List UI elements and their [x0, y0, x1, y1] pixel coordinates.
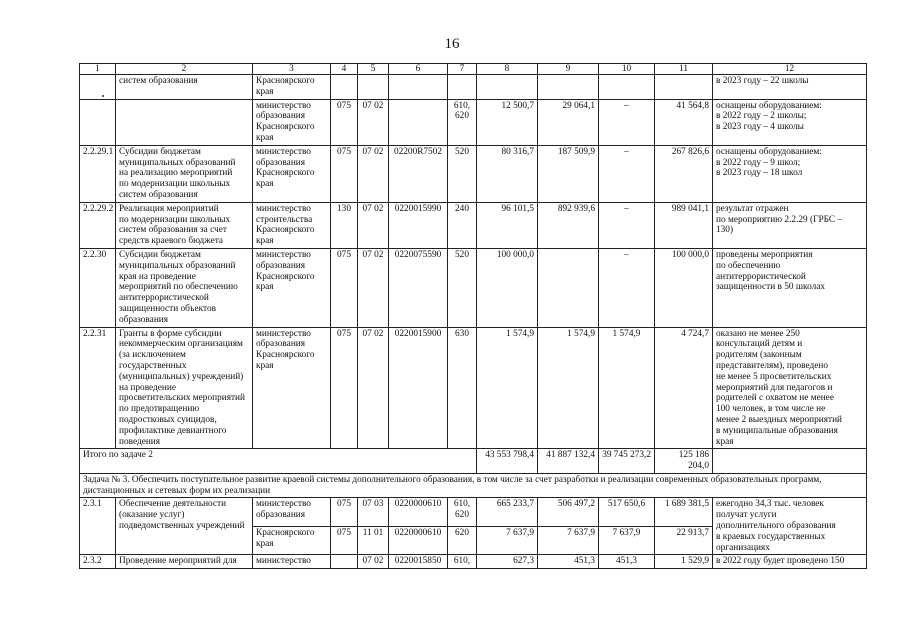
table-cell: 610, 620 — [448, 498, 477, 526]
table-cell: Красноярского края — [253, 75, 331, 100]
table-cell: 451,3 — [538, 555, 599, 569]
table-cell: 075 — [331, 526, 358, 555]
table-cell: министерство образования Красноярского края — [253, 99, 331, 145]
table-cell: 989 041,1 — [655, 202, 713, 248]
table-cell: 2.3.2 — [80, 555, 116, 569]
table-cell: 517 650,6 — [599, 498, 655, 526]
table-cell: в 2022 году будет проведено 150 — [713, 555, 867, 569]
header-cell: 6 — [389, 64, 448, 75]
row-name: Обеспечение деятельности (оказание услуг) подведомственных учреждений — [116, 498, 253, 555]
header-cell: 7 — [448, 64, 477, 75]
table-cell: Субсидии бюджетам муниципальных образований края на проведение мероприятий по обеспечению антитеррористической защищенности объектов образования — [116, 248, 253, 327]
table-cell: 2.2.30 — [80, 248, 116, 327]
table-cell: – — [599, 145, 655, 202]
table-cell: 665 233,7 — [477, 498, 538, 526]
row-result: ежегодно 34,3 тыс. человек получат услуги дополнительного образования в краевых государственных организациях — [713, 498, 867, 555]
table-cell: 07 02 — [358, 248, 389, 327]
table-cell: – — [599, 202, 655, 248]
table-cell: 7 637,9 — [477, 526, 538, 555]
header-cell: 1 — [80, 64, 116, 75]
table-cell — [477, 75, 538, 100]
table-cell: систем образования — [116, 75, 253, 100]
table-cell: 0220075590 — [389, 248, 448, 327]
total-col11: 125 186 204,0 — [655, 449, 713, 474]
table-cell: 1 574,9 — [599, 327, 655, 449]
header-row — [80, 64, 867, 75]
table-cell: 07 02 — [358, 555, 389, 569]
table-cell: 41 564,8 — [655, 99, 713, 145]
table-cell: – — [599, 248, 655, 327]
table-cell: 1 689 381,5 — [655, 498, 713, 526]
table-cell: Красноярского края — [253, 526, 331, 555]
total-col8: 43 553 798,4 — [477, 449, 538, 474]
table-cell: 07 02 — [358, 145, 389, 202]
table-cell: 267 826,6 — [655, 145, 713, 202]
table-cell: 22 913,7 — [655, 526, 713, 555]
table-cell: проведены мероприятия по обеспечению антитеррористической защищенности в 50 школах — [713, 248, 867, 327]
table-cell: Гранты в форме субсидии некоммерческим организациям (за исключением государственных (муниципальных) учреждений) на проведение просветительских мероприятий по предотвращению подростковых суицидов, профилактике девиантного поведения — [116, 327, 253, 449]
table-cell: Реализация мероприятий по модернизации школьных систем образования за счет средств краевого бюджета — [116, 202, 253, 248]
task-row — [80, 473, 867, 498]
table-cell: 80 316,7 — [477, 145, 538, 202]
table-cell: оснащены оборудованием: в 2022 году – 2 школы; в 2023 году – 4 школы — [713, 99, 867, 145]
table-cell — [713, 449, 867, 474]
table-cell: 4 724,7 — [655, 327, 713, 449]
table-cell: 075 — [331, 99, 358, 145]
table-cell: 07 03 — [358, 498, 389, 526]
table-cell — [655, 75, 713, 100]
program-table — [79, 63, 867, 569]
header-cell: 5 — [358, 64, 389, 75]
table-row — [80, 327, 867, 449]
table-cell: 0220015990 — [389, 202, 448, 248]
total-col9: 41 887 132,4 — [538, 449, 599, 474]
table-cell — [389, 99, 448, 145]
table-cell: 075 — [331, 145, 358, 202]
table-cell — [599, 75, 655, 100]
total-row — [80, 449, 867, 474]
table-cell: 1 574,9 — [538, 327, 599, 449]
table-row — [80, 498, 867, 526]
table-cell: 240 — [448, 202, 477, 248]
table-cell: 0220015850 — [389, 555, 448, 569]
table-cell: 1 574,9 — [477, 327, 538, 449]
table-cell: 630 — [448, 327, 477, 449]
table-cell — [116, 99, 253, 145]
table-cell — [358, 75, 389, 100]
table-cell: 12 500,7 — [477, 99, 538, 145]
table-cell — [538, 248, 599, 327]
row-number: 2.3.1 — [80, 498, 116, 555]
table-cell: Субсидии бюджетам муниципальных образований на реализацию мероприятий по модернизации школьных систем образования — [116, 145, 253, 202]
table-cell: 7 637,9 — [599, 526, 655, 555]
table-cell: 07 02 — [358, 202, 389, 248]
header-cell: 8 — [477, 64, 538, 75]
table-cell: 187 509,9 — [538, 145, 599, 202]
table-cell: 7 637,9 — [538, 526, 599, 555]
table-cell: 07 02 — [358, 99, 389, 145]
table-cell: 130 — [331, 202, 358, 248]
table-cell: министерство — [253, 555, 331, 569]
header-cell: 10 — [599, 64, 655, 75]
table-cell: 620 — [448, 526, 477, 555]
table-row — [80, 145, 867, 202]
table-cell — [331, 555, 358, 569]
table-row — [80, 75, 867, 100]
table-cell: 610, — [448, 555, 477, 569]
header-cell: 2 — [116, 64, 253, 75]
table-row — [80, 248, 867, 327]
header-cell: 9 — [538, 64, 599, 75]
table-cell — [80, 99, 116, 145]
page-number: 16 — [444, 36, 460, 52]
table-cell: министерство образования — [253, 498, 331, 526]
table-cell: 96 101,5 — [477, 202, 538, 248]
table-cell — [331, 75, 358, 100]
table-cell: министерство образования Красноярского края — [253, 327, 331, 449]
table-cell: 0220000610 — [389, 526, 448, 555]
table-cell: 610, 620 — [448, 99, 477, 145]
header-cell: 11 — [655, 64, 713, 75]
table-cell — [448, 75, 477, 100]
table-cell: 11 01 — [358, 526, 389, 555]
header-cell: 3 — [253, 64, 331, 75]
header-cell: 12 — [713, 64, 867, 75]
table-cell: министерство образования Красноярского края — [253, 248, 331, 327]
table-cell: министерство образования Красноярского края — [253, 145, 331, 202]
table-cell: 892 939,6 — [538, 202, 599, 248]
table-cell: 0220015900 — [389, 327, 448, 449]
table-cell: 100 000,0 — [477, 248, 538, 327]
table-cell: 627,3 — [477, 555, 538, 569]
table-cell — [389, 75, 448, 100]
table-cell: 2.2.31 — [80, 327, 116, 449]
table-cell: 2.2.29.1 — [80, 145, 116, 202]
table-cell: 0220000610 — [389, 498, 448, 526]
total-col10: 39 745 273,2 — [599, 449, 655, 474]
table-cell: результат отражен по мероприятию 2.2.29 (ГРБС – 130) — [713, 202, 867, 248]
table-cell — [80, 75, 116, 100]
task3-text: Задача № 3. Обеспечить поступательное развитие краевой системы дополнительного образования, в том числе за счет разработки и реализации современных образовательных программ, дистанционных и сетевых форм их реализации — [80, 473, 867, 498]
table-cell: 07 02 — [358, 327, 389, 449]
table-cell: оснащены оборудованием: в 2022 году – 9 школ; в 2023 году – 18 школ — [713, 145, 867, 202]
table-cell: 075 — [331, 498, 358, 526]
table-cell: – — [599, 99, 655, 145]
total-label: Итого по задаче 2 — [80, 449, 477, 474]
table-cell: оказано не менее 250 консультаций детям и родителям (законным представителям), проведено не менее 5 просветительских мероприятий для педагогов и родителей с охватом не менее 100 человек, в том числе не менее 2 выездных мероприятий в муниципальные образования края — [713, 327, 867, 449]
table-cell: 29 064,1 — [538, 99, 599, 145]
table-cell: 520 — [448, 248, 477, 327]
table-row — [80, 202, 867, 248]
table-cell — [538, 75, 599, 100]
table-cell: 100 000,0 — [655, 248, 713, 327]
table-cell: 520 — [448, 145, 477, 202]
table-cell: в 2023 году – 22 школы — [713, 75, 867, 100]
table-cell: 506 497,2 — [538, 498, 599, 526]
table-cell: 075 — [331, 327, 358, 449]
table-cell: 451,3 — [599, 555, 655, 569]
table-row — [80, 99, 867, 145]
table-cell: 2.2.29.2 — [80, 202, 116, 248]
table-cell: Проведение мероприятий для — [116, 555, 253, 569]
table-cell: 075 — [331, 248, 358, 327]
table-cell: министерство строительства Красноярского края — [253, 202, 331, 248]
table-cell: 02200R7502 — [389, 145, 448, 202]
header-cell: 4 — [331, 64, 358, 75]
table-cell: 1 529,9 — [655, 555, 713, 569]
table-row — [80, 555, 867, 569]
